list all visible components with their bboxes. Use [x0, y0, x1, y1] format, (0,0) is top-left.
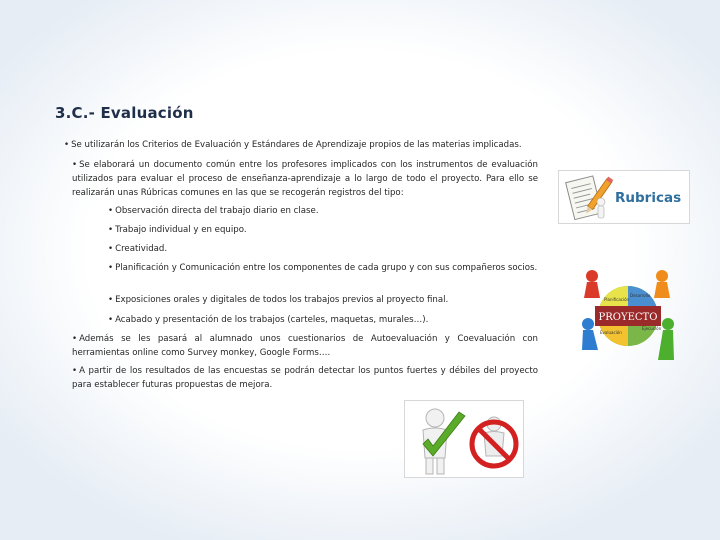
wheel-label-evaluation: Evaluación — [600, 330, 622, 335]
wheel-label-planning: Planificación — [604, 297, 630, 302]
wheel-label-development: Desarrollo — [630, 293, 651, 298]
paragraph-questionnaires: • Además se les pasará al alumnado unos cuestionarios de Autoevaluación y Coevaluación con herramientas online como Survey monkey, Google Forms…. — [72, 332, 538, 360]
rubric-clipboard-pencil-icon — [561, 172, 617, 224]
slide-title: 3.C.- Evaluación — [55, 104, 194, 122]
approval-image — [404, 400, 524, 478]
person-prohibited-icon — [467, 410, 521, 470]
person-checkmark-icon — [409, 402, 469, 478]
paragraph-criteria: • Se utilizarán los Criterios de Evaluación y Estándares de Aprendizaje propios de las materias implicadas. — [64, 138, 544, 152]
sub-item-creativity: • Creatividad. — [108, 242, 538, 256]
sub-item-planning: • Planificación y Comunicación entre los componentes de cada grupo y con sus compañeros socios. — [108, 261, 538, 275]
project-wheel-people-icon — [578, 264, 678, 368]
wheel-label-execution: Ejecución — [642, 326, 662, 331]
wheel-center-label: PROYECTO — [598, 312, 658, 323]
rubricas-label: Rubricas — [615, 190, 682, 206]
sub-item-observation: • Observación directa del trabajo diario en clase. — [108, 204, 538, 218]
sub-item-finishing: • Acabado y presentación de los trabajos (carteles, maquetas, murales…). — [108, 313, 538, 327]
sub-item-presentations: • Exposiciones orales y digitales de todos los trabajos previos al proyecto final. — [108, 293, 538, 307]
paragraph-common-document: • Se elaborará un documento común entre los profesores implicados con los instrumentos de evaluación utilizados para evaluar el proceso de enseñanza-aprendizaje a lo largo de todo el proyecto. Para ello se realizarán unas Rúbricas comunes en las que se recogerán registros del tipo: — [72, 158, 538, 200]
project-wheel-image — [578, 264, 678, 368]
sub-item-individual-team: • Trabajo individual y en equipo. — [108, 223, 538, 237]
paragraph-results: • A partir de los resultados de las encuestas se podrán detectar los puntos fuertes y débiles del proyecto para establecer futuras propuestas de mejora. — [72, 364, 538, 392]
